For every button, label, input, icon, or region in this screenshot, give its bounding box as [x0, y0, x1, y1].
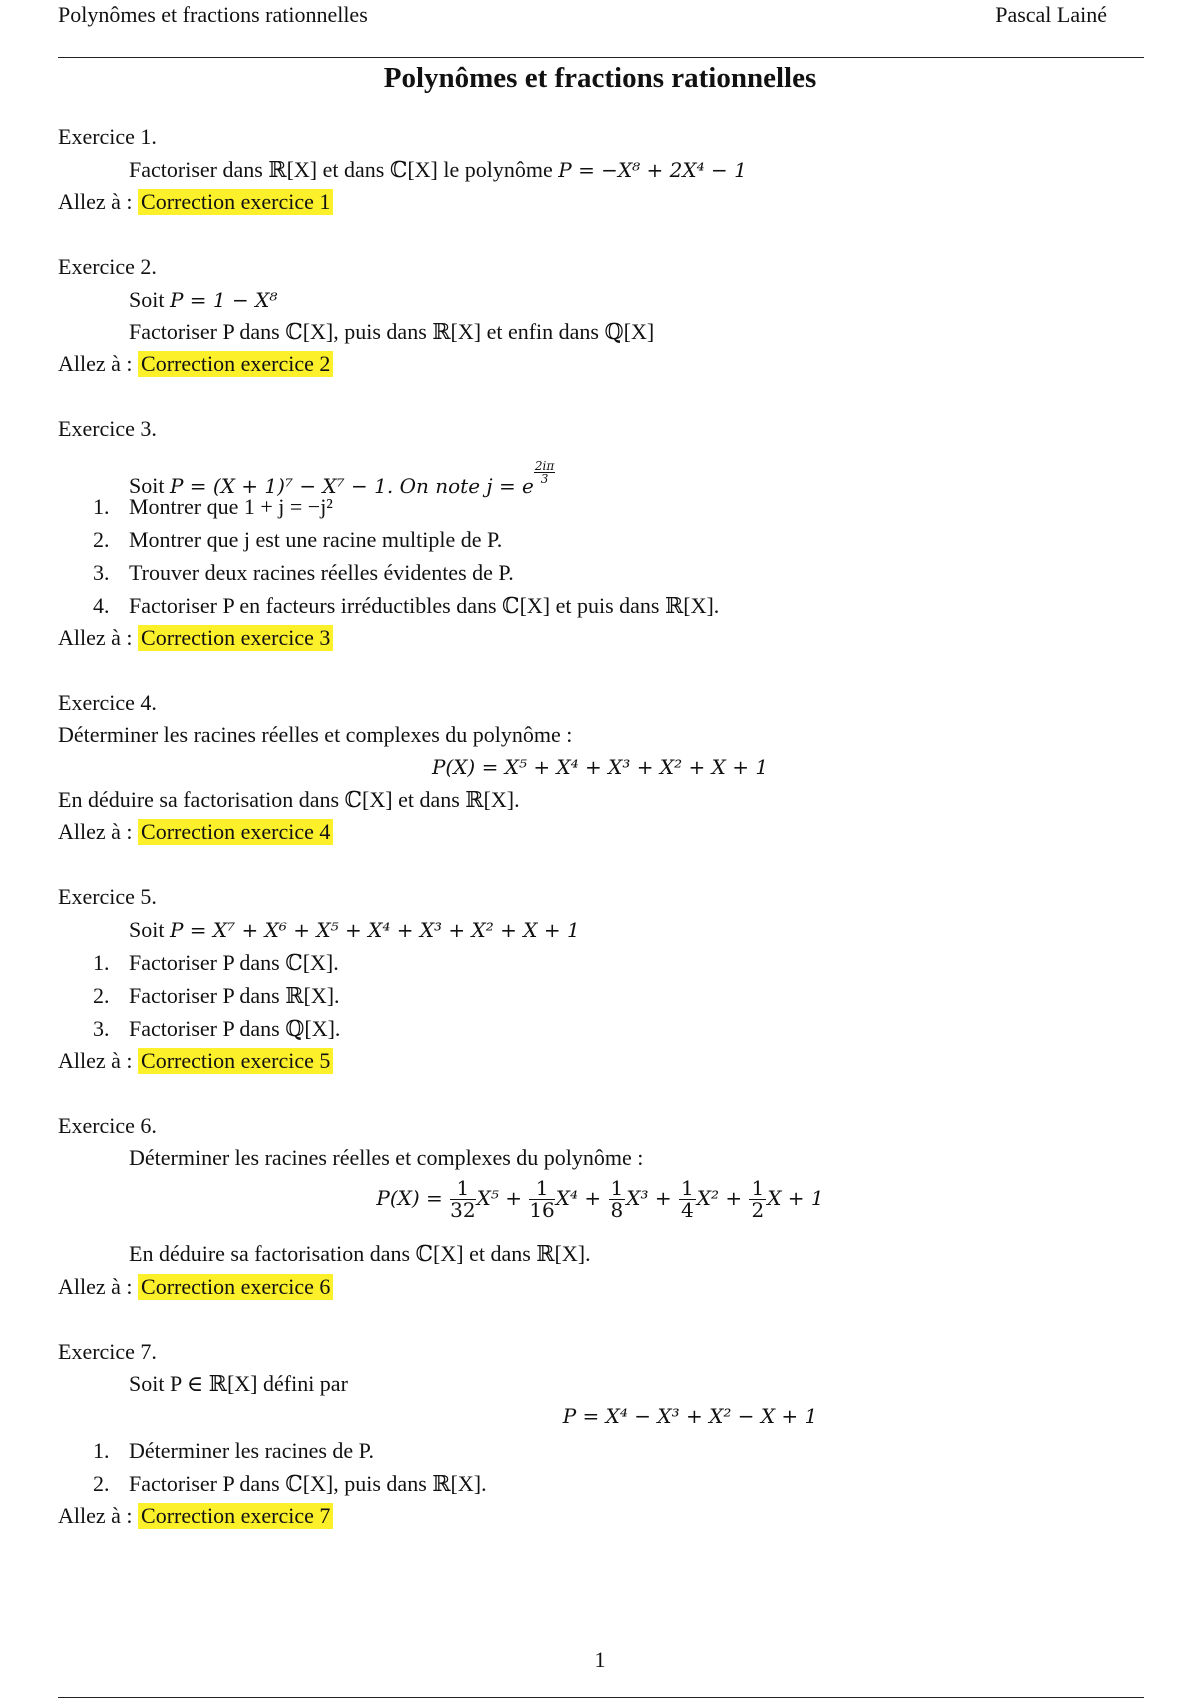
exercise-7-definition: Soit P ∈ ℝ[X] défini par — [129, 1371, 348, 1396]
exercise-5-formula: P = X⁷ + X⁶ + X⁵ + X⁴ + X³ + X² + X + 1 — [169, 918, 580, 942]
fraction-numerator: 1 — [751, 1176, 765, 1200]
term-tail: X³ + — [626, 1186, 672, 1210]
exercise-3-item-3: Trouver deux racines réelles évidentes de P. — [129, 560, 514, 585]
exercise-5-goto — [58, 1047, 333, 1075]
exercise-1-goto — [58, 188, 333, 216]
list-number: 2. — [93, 527, 110, 552]
exercise-7-item-1: Déterminer les racines de P. — [129, 1438, 374, 1463]
fraction-denominator: 2 — [751, 1198, 765, 1222]
fraction-denominator: 4 — [680, 1198, 694, 1222]
fraction-term-5 — [749, 1178, 766, 1221]
exercise-7-equation: P = X⁴ − X³ + X² − X + 1 — [562, 1404, 818, 1428]
exponent-numerator: 2iπ — [534, 459, 555, 473]
exercise-3-item-2: Montrer que j est une racine multiple de P. — [129, 527, 503, 552]
exercise-2-definition — [129, 286, 277, 314]
exercise-1-statement — [129, 156, 747, 184]
fraction-numerator: 1 — [529, 1178, 554, 1200]
exercise-4-deduce: En déduire sa factorisation dans ℂ[X] et dans ℝ[X]. — [58, 787, 520, 812]
correction-link-1[interactable]: Correction exercice 1 — [138, 189, 333, 215]
exercise-7-heading: Exercice 7. — [58, 1339, 157, 1364]
exercise-3-formula: P = (X + 1)⁷ − X⁷ − 1. On note j = e — [169, 474, 534, 499]
exercise-3-goto — [58, 624, 333, 652]
exercise-6-intro: Déterminer les racines réelles et complexes du polynôme : — [129, 1145, 644, 1170]
correction-link-6[interactable]: Correction exercice 6 — [138, 1274, 333, 1300]
goto-label: Allez à : — [58, 819, 133, 844]
running-header-author: Pascal Lainé — [995, 2, 1107, 27]
exercise-4-heading: Exercice 4. — [58, 690, 157, 715]
fraction-numerator: 1 — [610, 1176, 624, 1200]
exercise-1-formula: P = −X⁸ + 2X⁴ − 1 — [558, 158, 747, 182]
exercise-5-heading: Exercice 5. — [58, 884, 157, 909]
soit-label: Soit — [129, 917, 165, 942]
exercise-5-item-2: Factoriser P dans ℝ[X]. — [129, 983, 340, 1008]
fraction-term-3 — [609, 1178, 626, 1221]
fraction-numerator: 1 — [680, 1176, 694, 1200]
correction-link-7[interactable]: Correction exercice 7 — [138, 1503, 333, 1529]
exercise-4-goto — [58, 818, 333, 846]
goto-label: Allez à : — [58, 351, 133, 376]
exercise-2-goto — [58, 350, 333, 378]
list-number: 3. — [93, 560, 110, 585]
exercise-4-equation: P(X) = X⁵ + X⁴ + X³ + X² + X + 1 — [431, 755, 769, 779]
fraction-term-1 — [450, 1178, 475, 1221]
header-rule — [58, 57, 1144, 58]
exercise-7-item-2: Factoriser P dans ℂ[X], puis dans ℝ[X]. — [129, 1471, 487, 1496]
list-number: 4. — [93, 593, 110, 618]
fraction-numerator: 1 — [450, 1178, 475, 1200]
exercise-6-deduce: En déduire sa factorisation dans ℂ[X] et dans ℝ[X]. — [129, 1241, 591, 1266]
list-number: 1. — [93, 950, 110, 975]
soit-label: Soit — [129, 473, 165, 499]
page-title: Polynômes et fractions rationnelles — [383, 62, 817, 94]
term-tail: X⁵ + — [476, 1186, 522, 1210]
correction-link-4[interactable]: Correction exercice 4 — [138, 819, 333, 845]
goto-label: Allez à : — [58, 625, 133, 650]
goto-label: Allez à : — [58, 1503, 133, 1528]
exercise-3-heading: Exercice 3. — [58, 416, 157, 441]
exercise-1-text: Factoriser dans ℝ[X] et dans ℂ[X] le polynôme — [129, 157, 553, 182]
equation-lhs: P(X) = — [376, 1186, 443, 1210]
exercise-2-formula: P = 1 − X⁸ — [169, 288, 278, 312]
fraction-denominator: 32 — [450, 1198, 476, 1222]
exponent-fraction — [534, 460, 555, 485]
correction-link-5[interactable]: Correction exercice 5 — [138, 1048, 333, 1074]
exercise-5-item-3: Factoriser P dans ℚ[X]. — [129, 1016, 341, 1041]
exercise-1-heading: Exercice 1. — [58, 124, 157, 149]
goto-label: Allez à : — [58, 1274, 133, 1299]
list-number: 1. — [93, 494, 110, 519]
term-tail: X² + — [696, 1186, 743, 1210]
list-number: 3. — [93, 1016, 110, 1041]
footer-rule — [58, 1697, 1144, 1698]
exercise-7-goto — [58, 1502, 333, 1530]
fraction-denominator: 8 — [610, 1198, 624, 1222]
exercise-6-goto — [58, 1273, 333, 1301]
running-header-title: Polynômes et fractions rationnelles — [58, 2, 368, 27]
correction-link-2[interactable]: Correction exercice 2 — [138, 351, 333, 377]
soit-label: Soit — [129, 287, 165, 312]
fraction-term-2 — [529, 1178, 554, 1221]
exercise-2-task: Factoriser P dans ℂ[X], puis dans ℝ[X] et enfin dans ℚ[X] — [129, 319, 655, 344]
exercise-4-intro: Déterminer les racines réelles et complexes du polynôme : — [58, 722, 573, 747]
fraction-term-4 — [679, 1178, 696, 1221]
list-number: 2. — [93, 1471, 110, 1496]
exponent-denominator: 3 — [540, 472, 549, 486]
exercise-3-item-4: Factoriser P en facteurs irréductibles dans ℂ[X] et puis dans ℝ[X]. — [129, 593, 720, 618]
list-number: 1. — [93, 1438, 110, 1463]
term-tail: X + 1 — [767, 1186, 824, 1210]
goto-label: Allez à : — [58, 1048, 133, 1073]
fraction-denominator: 16 — [529, 1198, 555, 1222]
page-number: 1 — [594, 1647, 606, 1672]
exercise-3-item-1: Montrer que 1 + j = −j² — [129, 494, 333, 519]
exercise-5-definition — [129, 916, 580, 944]
goto-label: Allez à : — [58, 189, 133, 214]
exercise-5-item-1: Factoriser P dans ℂ[X]. — [129, 950, 339, 975]
correction-link-3[interactable]: Correction exercice 3 — [138, 625, 333, 651]
exercise-6-heading: Exercice 6. — [58, 1113, 157, 1138]
term-tail: X⁴ + — [555, 1186, 602, 1210]
exercise-6-equation — [0, 1178, 1200, 1221]
list-number: 2. — [93, 983, 110, 1008]
exercise-2-heading: Exercice 2. — [58, 254, 157, 279]
